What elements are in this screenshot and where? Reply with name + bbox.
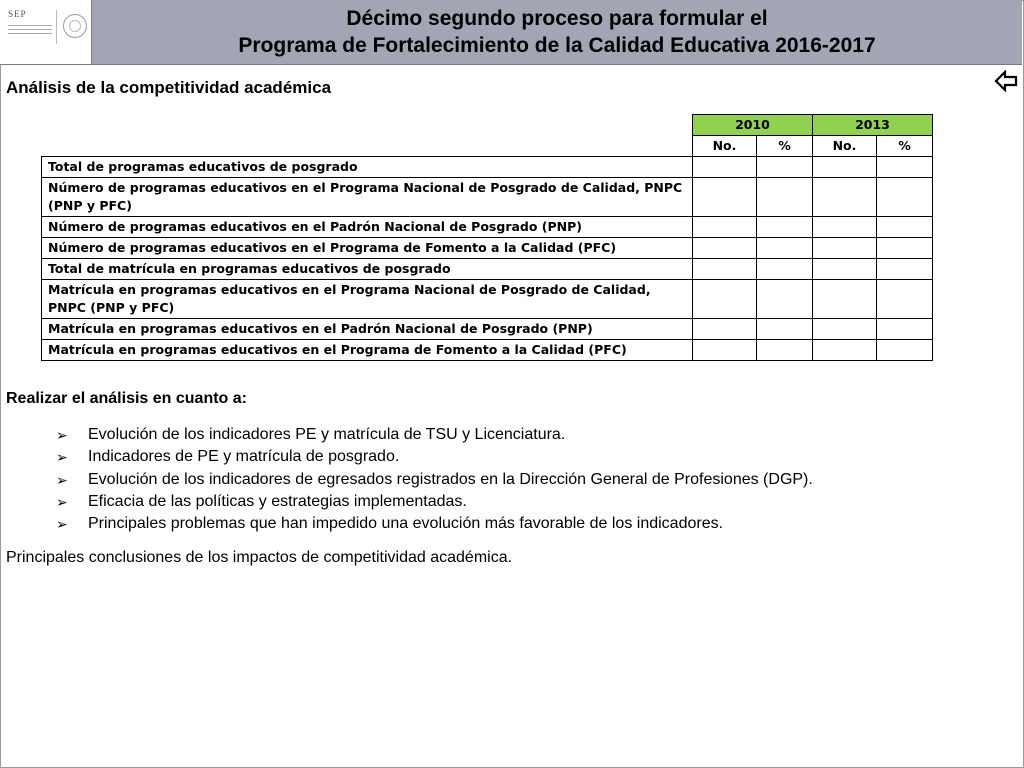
table-row bbox=[42, 157, 933, 178]
value-cell bbox=[813, 217, 877, 238]
list-item bbox=[56, 446, 813, 468]
value-cell bbox=[813, 319, 877, 340]
value-cell bbox=[757, 259, 813, 280]
row-label: Total de programas educativos de posgrado bbox=[42, 157, 693, 178]
arrow-bullet-icon: ➢ bbox=[56, 427, 68, 443]
value-cell bbox=[813, 178, 877, 217]
table-row bbox=[42, 259, 933, 280]
table-row bbox=[42, 340, 933, 361]
arrow-bullet-icon: ➢ bbox=[56, 493, 68, 510]
value-cell bbox=[693, 178, 757, 217]
value-cell bbox=[877, 178, 933, 217]
value-cell bbox=[877, 259, 933, 280]
bullet-text: Eficacia de las políticas y estrategias implementadas. bbox=[88, 492, 467, 510]
sep-logo-text: SEP bbox=[8, 9, 27, 19]
analysis-bullet-list bbox=[56, 424, 813, 535]
table-row bbox=[42, 217, 933, 238]
section-title: Análisis de la competitividad académica bbox=[6, 78, 332, 97]
value-cell bbox=[757, 157, 813, 178]
list-item bbox=[56, 424, 813, 446]
logo-divider bbox=[56, 10, 57, 44]
value-cell bbox=[757, 217, 813, 238]
table-row bbox=[42, 178, 933, 217]
row-label: Matrícula en programas educativos en el Programa Nacional de Posgrado de Calidad, PNPC (PNP y PFC) bbox=[42, 280, 693, 319]
value-cell bbox=[877, 280, 933, 319]
value-cell bbox=[813, 280, 877, 319]
subheader-no-2013: No. bbox=[813, 136, 877, 157]
subheader-no-2010: No. bbox=[693, 136, 757, 157]
year-header-2010: 2010 bbox=[693, 115, 813, 136]
year-header-row bbox=[42, 115, 933, 136]
value-cell bbox=[877, 238, 933, 259]
value-cell bbox=[813, 259, 877, 280]
table-row bbox=[42, 280, 933, 319]
competitividad-table bbox=[41, 114, 933, 361]
bullet-text: Evolución de los indicadores PE y matrícula de TSU y Licenciatura. bbox=[88, 426, 566, 443]
year-header-2013: 2013 bbox=[813, 115, 933, 136]
subheader-pct-2010: % bbox=[757, 136, 813, 157]
row-label: Matrícula en programas educativos en el Padrón Nacional de Posgrado (PNP) bbox=[42, 319, 693, 340]
list-item bbox=[56, 513, 813, 535]
row-label: Número de programas educativos en el Programa de Fomento a la Calidad (PFC) bbox=[42, 238, 693, 259]
table-row bbox=[42, 238, 933, 259]
value-cell bbox=[757, 319, 813, 340]
value-cell bbox=[757, 340, 813, 361]
table-row bbox=[42, 319, 933, 340]
value-cell bbox=[757, 280, 813, 319]
header-banner bbox=[92, 0, 1022, 65]
row-label: Matrícula en programas educativos en el Programa de Fomento a la Calidad (PFC) bbox=[42, 340, 693, 361]
value-cell bbox=[693, 157, 757, 178]
value-cell bbox=[877, 319, 933, 340]
value-cell bbox=[877, 340, 933, 361]
header-title-line2: Programa de Fortalecimiento de la Calidad Educativa 2016-2017 bbox=[238, 34, 876, 57]
value-cell bbox=[693, 217, 757, 238]
analysis-heading: Realizar el análisis en cuanto a: bbox=[6, 390, 247, 407]
list-item bbox=[56, 469, 813, 491]
arrow-bullet-icon: ➢ bbox=[56, 471, 68, 488]
row-label: Total de matrícula en programas educativos de posgrado bbox=[42, 259, 693, 280]
bullet-text: Principales problemas que han impedido una evolución más favorable de los indicadores. bbox=[88, 515, 724, 533]
arrow-bullet-icon: ➢ bbox=[56, 449, 68, 466]
value-cell bbox=[693, 319, 757, 340]
value-cell bbox=[757, 238, 813, 259]
value-cell bbox=[693, 280, 757, 319]
seal-icon bbox=[63, 14, 87, 38]
value-cell bbox=[757, 178, 813, 217]
subheader-pct-2013: % bbox=[877, 136, 933, 157]
row-label: Número de programas educativos en el Programa Nacional de Posgrado de Calidad, PNPC (PNP y PFC) bbox=[42, 178, 693, 217]
subheader-row bbox=[42, 136, 933, 157]
value-cell bbox=[693, 340, 757, 361]
conclusions-text: Principales conclusiones de los impactos de competitividad académica. bbox=[6, 549, 513, 566]
list-item bbox=[56, 491, 813, 513]
sep-logo bbox=[0, 0, 92, 65]
value-cell bbox=[877, 217, 933, 238]
back-button[interactable] bbox=[994, 70, 1018, 92]
value-cell bbox=[693, 238, 757, 259]
value-cell bbox=[693, 259, 757, 280]
value-cell bbox=[877, 157, 933, 178]
logo-subtitle-lines bbox=[8, 22, 52, 34]
row-label: Número de programas educativos en el Padrón Nacional de Posgrado (PNP) bbox=[42, 217, 693, 238]
bullet-text: Indicadores de PE y matrícula de posgrado. bbox=[88, 448, 400, 466]
back-arrow-icon bbox=[994, 70, 1018, 92]
arrow-bullet-icon: ➢ bbox=[56, 516, 68, 533]
value-cell bbox=[813, 340, 877, 361]
bullet-text: Evolución de los indicadores de egresados registrados en la Dirección General de Profesiones (DGP). bbox=[88, 470, 813, 488]
header-title-line1: Décimo segundo proceso para formular el bbox=[346, 7, 768, 30]
value-cell bbox=[813, 238, 877, 259]
value-cell bbox=[813, 157, 877, 178]
